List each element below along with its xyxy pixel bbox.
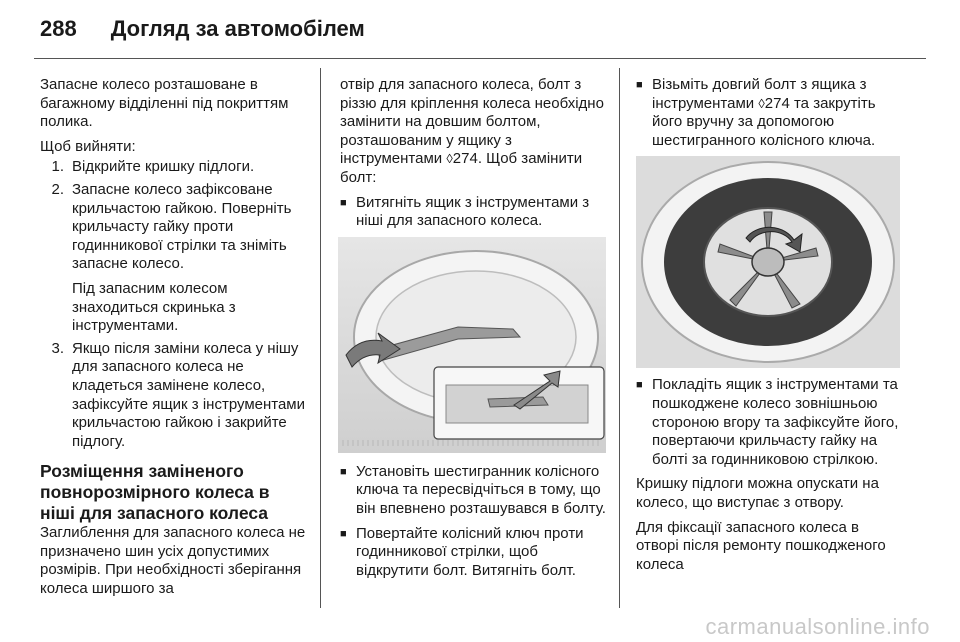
step-text: Відкрийте кришку підлоги.	[72, 158, 255, 176]
paragraph: Заглиблення для запасного колеса не призначено шин усіх допустимих розмірів. При необхідності зберігання колеса ширшого за	[40, 524, 306, 598]
step-text: Якщо після заміни колеса у нішу для запасного колеса не кладеться замінене колесо, зафіксуйте ящик з інструментами крильчастою гайкою і закрийте підлогу.	[72, 339, 305, 450]
cross-reference-icon: ◊	[446, 151, 453, 167]
step-body	[72, 181, 306, 336]
bullet-icon: ■	[340, 465, 347, 478]
step-note: Під запасним колесом знаходиться скринька з інструментами.	[72, 279, 236, 335]
text-run: отвір для запасного колеса, болт з різзю для кріплення колеса необхідно замінити на довшим болтом, розташованим у ящику з інструментами	[340, 76, 604, 168]
bullet-icon: ■	[340, 196, 347, 209]
bullet-item	[340, 194, 606, 231]
numbered-step	[40, 158, 306, 177]
step-text: Запасне колесо зафіксоване крильчастою гайкою. Поверніть крильчасту гайку проти годинникової стрілки та зніміть запасне колесо.	[72, 180, 292, 273]
step-number: 2.	[51, 180, 64, 198]
column-divider-1	[320, 68, 321, 608]
step-number: 1.	[51, 158, 64, 176]
column-1	[40, 76, 306, 605]
column-3	[636, 76, 904, 580]
paragraph: Для фіксації запасного колеса в отворі після ремонту пошкодженого колеса	[636, 518, 886, 573]
column-divider-2	[619, 68, 620, 608]
text-run: Візьміть довгий болт з ящика з інструментами	[652, 76, 867, 112]
bullet-item	[340, 463, 606, 519]
page-header	[40, 16, 365, 50]
cross-reference-link[interactable]: 274	[452, 150, 478, 168]
paragraph: Щоб вийняти:	[40, 137, 136, 155]
numbered-step	[40, 181, 306, 336]
page-title: Догляд за автомобілем	[110, 16, 365, 41]
bullet-text: Повертайте колісний ключ проти годинникової стрілки, щоб відкрутити болт. Витягніть болт.	[356, 524, 584, 579]
cross-reference-icon: ◊	[758, 95, 765, 111]
column-2	[340, 76, 606, 586]
bullet-text: Установіть шестигранник колісного ключа та пересвідчіться в тому, що він впевнено розташувався в болту.	[356, 462, 606, 517]
paragraph: Кришку підлоги можна опускати на колесо, що виступає з отвору.	[636, 475, 879, 511]
numbered-step	[40, 340, 306, 452]
page-number: 288	[40, 16, 77, 41]
cross-reference-link[interactable]: 274	[764, 94, 790, 112]
step-number: 3.	[51, 339, 64, 357]
bullet-item	[340, 525, 606, 581]
bullet-text: Покладіть ящик з інструментами та пошкоджене колесо зовнішньою стороною вгору та зафіксуйте його, повертаючи крильчасту гайку на болті за годинниковою стрілкою.	[652, 376, 899, 468]
bullet-text	[652, 76, 904, 150]
text-run: . Щоб замінити болт:	[340, 150, 583, 186]
header-divider	[34, 58, 926, 59]
bullet-item	[636, 76, 904, 150]
bullet-icon: ■	[340, 527, 347, 540]
spare-wheel-illustration	[636, 156, 900, 368]
bullet-icon: ■	[636, 79, 643, 91]
section-heading: Розміщення заміненого повнорозмірного колеса в ніші для запасного колеса	[40, 461, 270, 524]
bullet-text: Витягніть ящик з інструментами з ніші для запасного колеса.	[356, 193, 590, 230]
text-run: та закрутіть його вручну за допомогою шестигранного колісного ключа.	[652, 94, 876, 149]
toolbox-illustration	[338, 237, 606, 453]
bullet-item	[636, 376, 904, 469]
watermark: carmanualsonline.info	[705, 614, 930, 639]
bullet-icon: ■	[636, 379, 643, 392]
paragraph: Запасне колесо розташоване в багажному відділенні під покриттям полика.	[40, 76, 289, 131]
paragraph	[340, 76, 606, 188]
